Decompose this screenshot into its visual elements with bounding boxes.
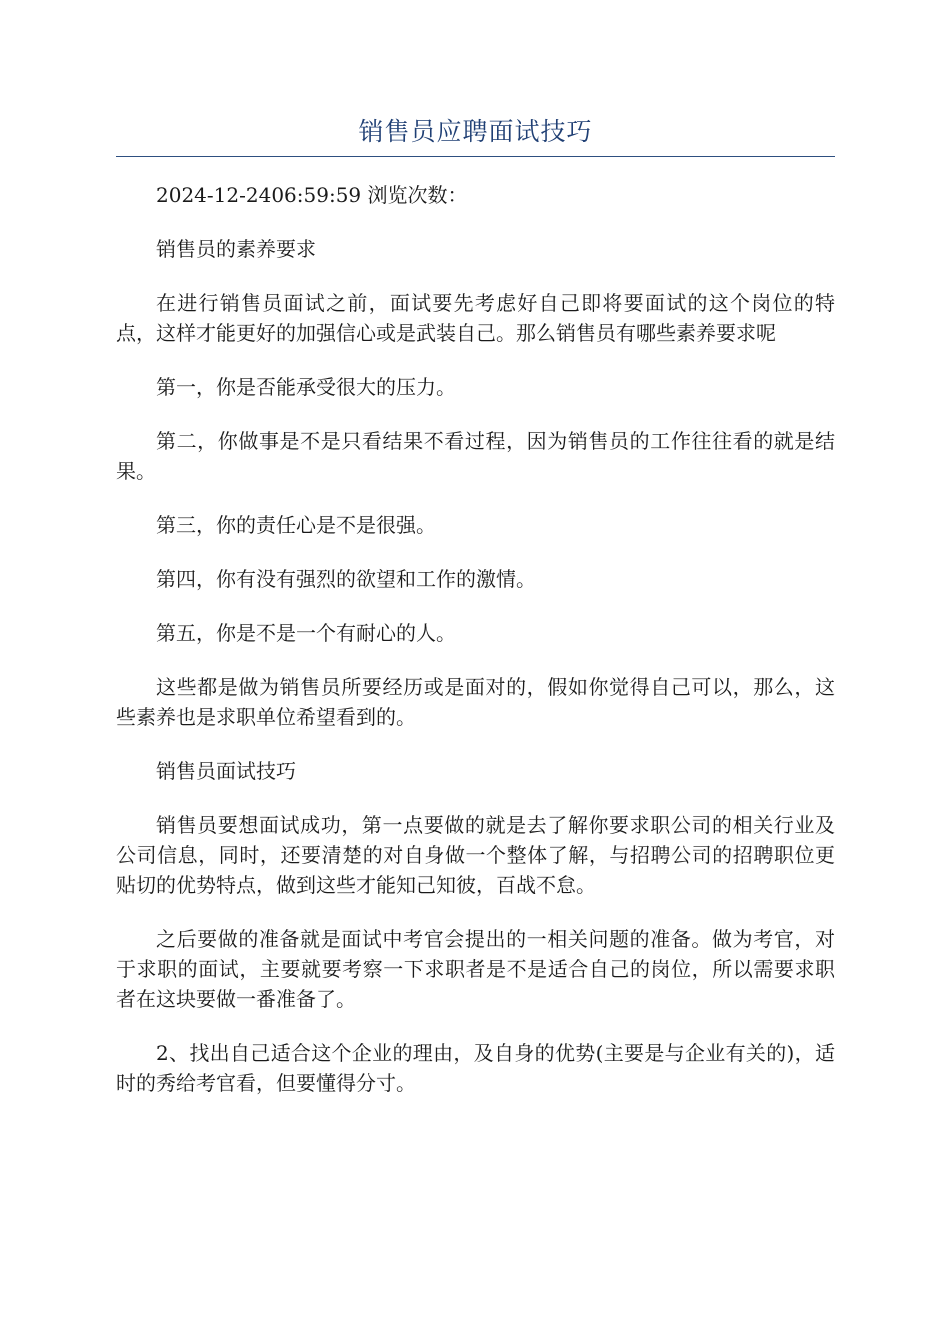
- section-heading-interview-tips: 销售员面试技巧: [156, 759, 296, 783]
- paragraph: 之后要做的准备就是面试中考官会提出的一相关问题的准备。做为考官，对于求职的面试，主要就要考察一下求职者是不是适合自己的岗位，所以需要求职者在这块要做一番准备了。: [116, 927, 835, 1011]
- paragraph: 第二，你做事是不是只看结果不看过程，因为销售员的工作往往看的就是结果。: [116, 429, 835, 483]
- section-heading-requirements: 销售员的素养要求: [156, 237, 316, 261]
- paragraph: 第四，你有没有强烈的欲望和工作的激情。: [156, 567, 536, 591]
- paragraph: 2、找出自己适合这个企业的理由，及自身的优势(主要是与企业有关的)，适时的秀给考官看，但要懂得分寸。: [116, 1041, 835, 1095]
- paragraph: 第五，你是不是一个有耐心的人。: [156, 621, 456, 645]
- document-title: 销售员应聘面试技巧: [358, 117, 593, 146]
- paragraph: 第一，你是否能承受很大的压力。: [156, 375, 456, 399]
- paragraph: 第三，你的责任心是不是很强。: [156, 513, 436, 537]
- paragraph: 在进行销售员面试之前，面试要先考虑好自己即将要面试的这个岗位的特点，这样才能更好的加强信心或是武装自己。那么销售员有哪些素养要求呢: [116, 291, 835, 345]
- paragraph: 销售员要想面试成功，第一点要做的就是去了解你要求职公司的相关行业及公司信息，同时，还要清楚的对自身做一个整体了解，与招聘公司的招聘职位更贴切的优势特点，做到这些才能知己知彼，百战不怠。: [116, 813, 835, 897]
- title-block: [116, 112, 835, 157]
- meta-date-views: 2024-12-2406:59:59 浏览次数：: [156, 183, 468, 207]
- paragraph: 这些都是做为销售员所要经历或是面对的，假如你觉得自己可以，那么，这些素养也是求职单位希望看到的。: [116, 675, 835, 729]
- document-body: [116, 180, 835, 1098]
